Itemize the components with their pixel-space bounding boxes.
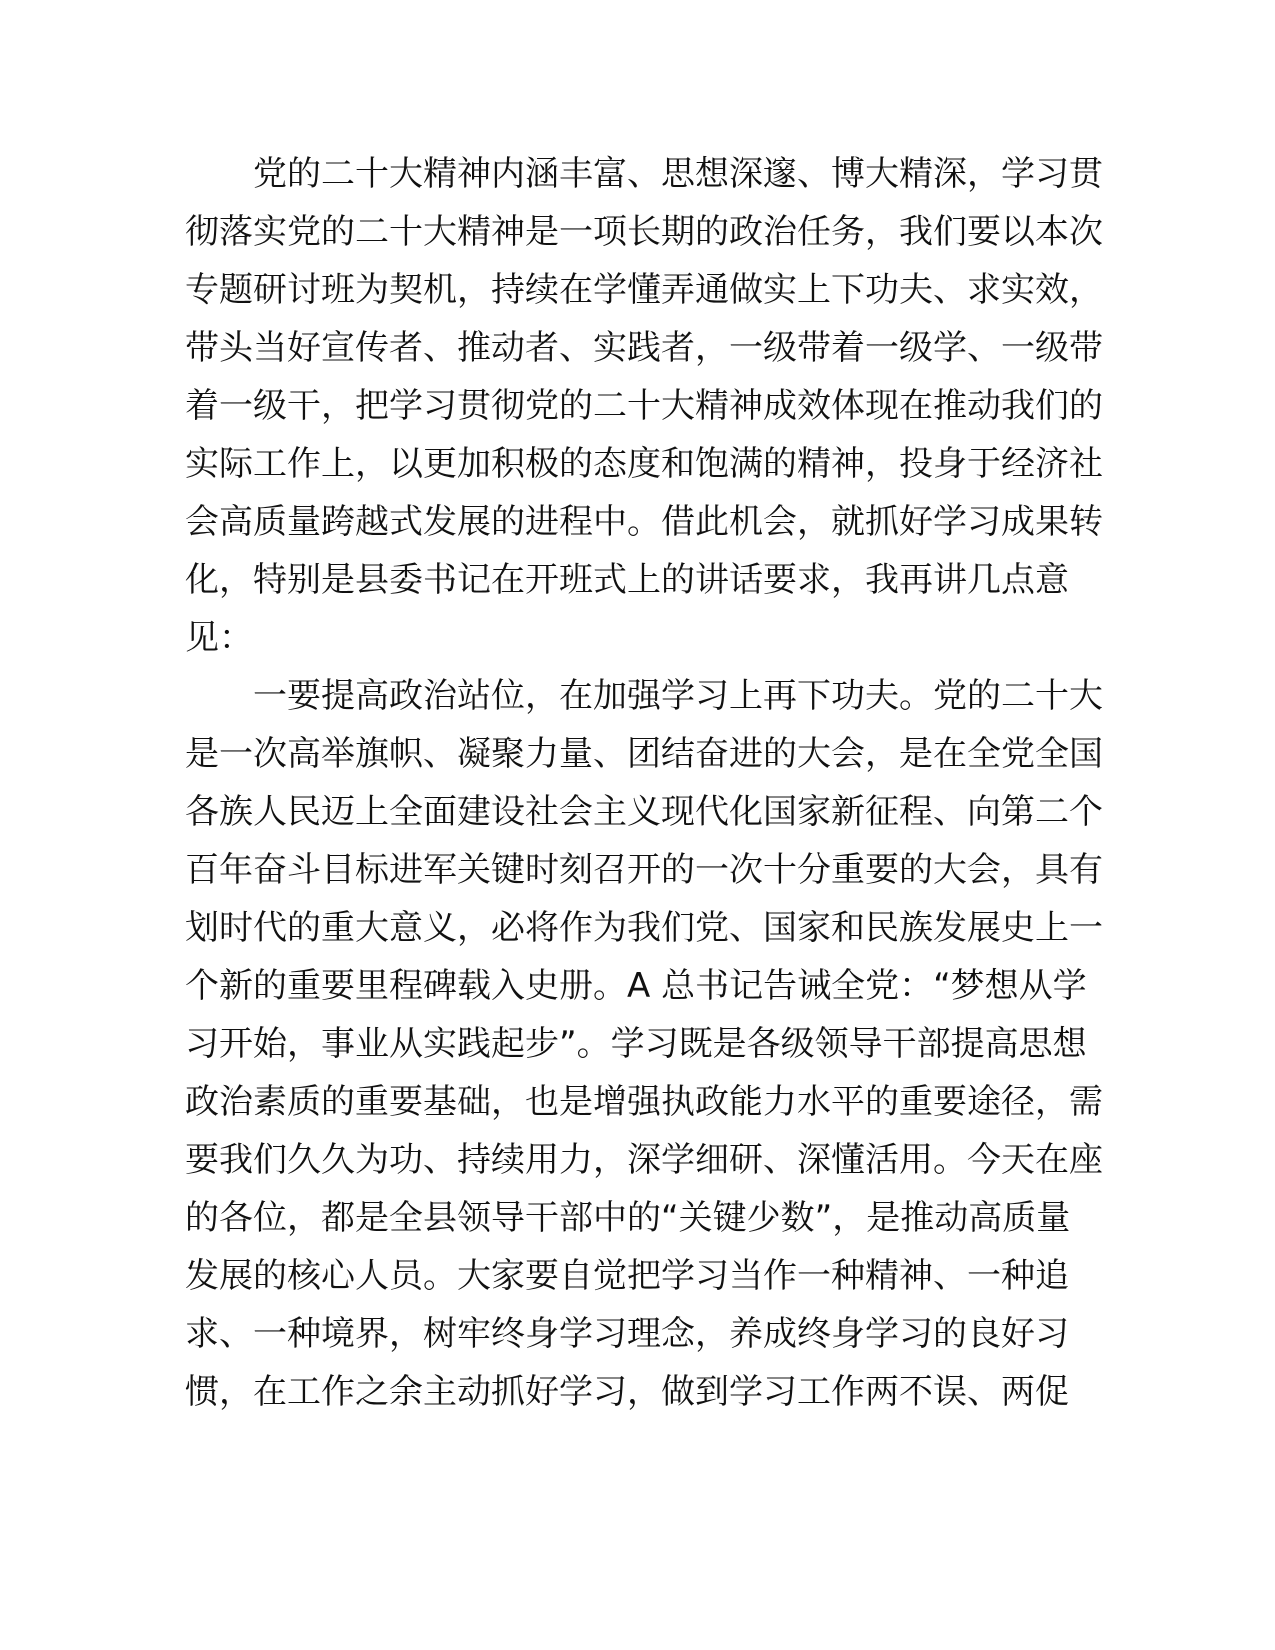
text-line: 政治素质的重要基础，也是增强执政能力水平的重要途径，需 [185, 1082, 1103, 1122]
text-line: 彻落实党的二十大精神是一项长期的政治任务，我们要以本次 [185, 212, 1103, 252]
text-line: 带头当好宣传者、推动者、实践者，一级带着一级学、一级带 [185, 328, 1103, 368]
text-line: 实际工作上，以更加积极的态度和饱满的精神，投身于经济社 [185, 444, 1103, 484]
text-line: 划时代的重大意义，必将作为我们党、国家和民族发展史上一 [185, 908, 1103, 948]
text-line: 发展的核心人员。大家要自觉把学习当作一种精神、一种追 [185, 1256, 1069, 1296]
text-line: 习开始，事业从实践起步”。学习既是各级领导干部提高思想 [185, 1024, 1087, 1064]
document-body [185, 145, 1103, 1421]
paragraph-point-one [185, 667, 1103, 1421]
text-line: 党的二十大精神内涵丰富、思想深邃、博大精深，学习贯 [253, 154, 1103, 194]
text-line: 会高质量跨越式发展的进程中。借此机会，就抓好学习成果转 [185, 502, 1103, 542]
text-line: 是一次高举旗帜、凝聚力量、团结奋进的大会，是在全党全国 [185, 734, 1103, 774]
text-line: 专题研讨班为契机，持续在学懂弄通做实上下功夫、求实效， [185, 270, 1103, 310]
text-line: 个新的重要里程碑载入史册。A 总书记告诫全党：“梦想从学 [185, 966, 1087, 1006]
text-line: 各族人民迈上全面建设社会主义现代化国家新征程、向第二个 [185, 792, 1103, 832]
text-line: 求、一种境界，树牢终身学习理念，养成终身学习的良好习 [185, 1314, 1069, 1354]
text-line: 见： [185, 618, 253, 658]
text-line: 要我们久久为功、持续用力，深学细研、深懂活用。今天在座 [185, 1140, 1103, 1180]
text-line: 百年奋斗目标进军关键时刻召开的一次十分重要的大会，具有 [185, 850, 1103, 890]
text-line: 一要提高政治站位，在加强学习上再下功夫。党的二十大 [253, 676, 1103, 716]
text-line: 惯，在工作之余主动抓好学习，做到学习工作两不误、两促 [185, 1372, 1069, 1412]
text-line: 的各位，都是全县领导干部中的“关键少数”，是推动高质量 [185, 1198, 1071, 1238]
paragraph-intro [185, 145, 1103, 667]
text-line: 化，特别是县委书记在开班式上的讲话要求，我再讲几点意 [185, 560, 1069, 600]
text-line: 着一级干，把学习贯彻党的二十大精神成效体现在推动我们的 [185, 386, 1103, 426]
